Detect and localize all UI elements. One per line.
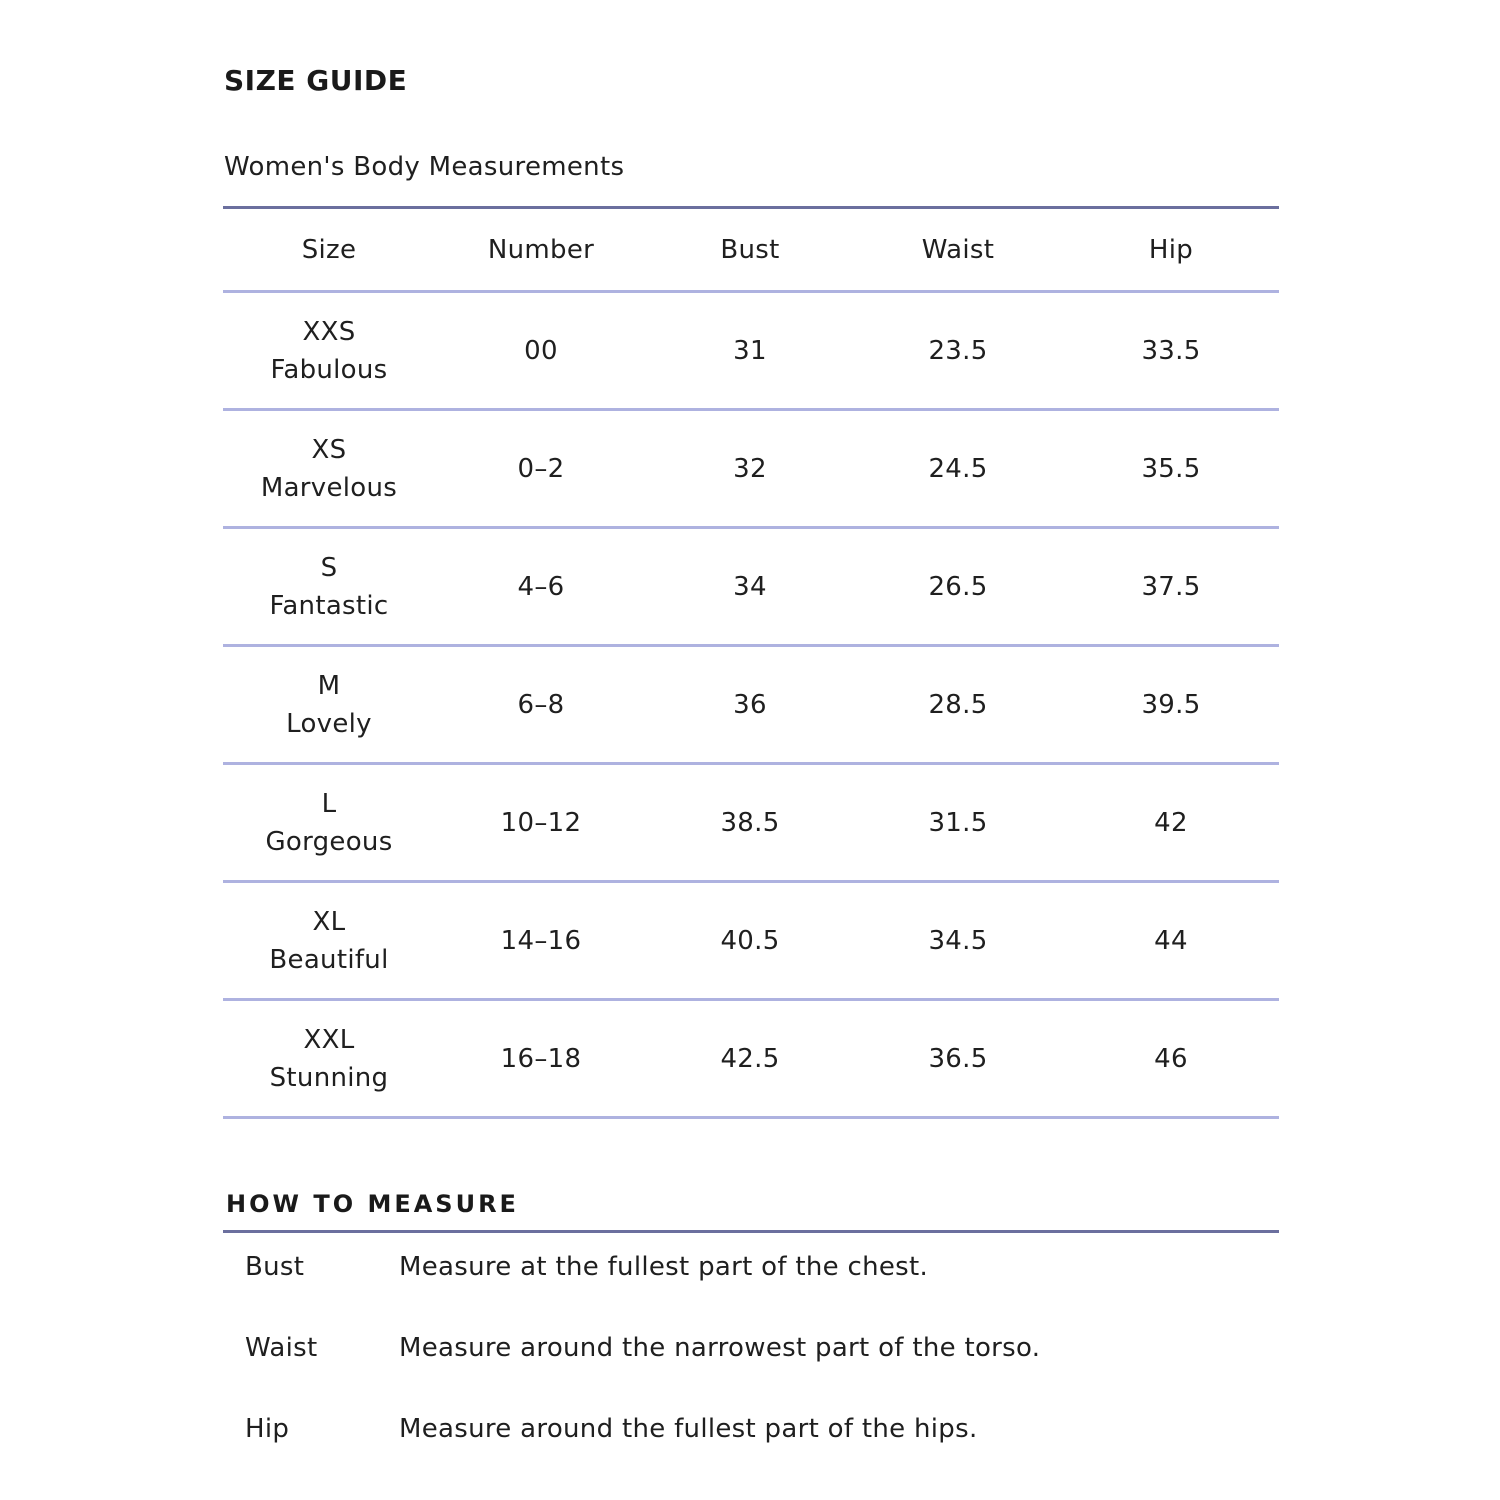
header-size: Size [301,234,357,265]
number-cell: 4–6 [517,571,565,602]
table-row [223,1000,1279,1118]
size-name: Gorgeous [265,826,393,857]
size-cell [223,410,435,528]
size-cell [223,646,435,764]
hip-cell: 37.5 [1141,571,1201,602]
number-cell: 6–8 [517,689,565,720]
table-row [223,410,1279,528]
number-cell: 16–18 [500,1043,582,1074]
waist-cell: 23.5 [928,335,988,366]
measure-term: Bust [245,1252,305,1282]
size-cell [223,764,435,882]
bust-cell: 40.5 [720,925,780,956]
size-cell [223,528,435,646]
measure-description: Measure around the fullest part of the hips. [399,1414,978,1444]
size-name: Lovely [286,708,372,739]
bust-cell: 32 [733,453,767,484]
table-row [223,646,1279,764]
table-header-row [223,208,1279,292]
size-name: Fabulous [270,354,388,385]
how-to-measure-heading: HOW TO MEASURE [226,1190,519,1218]
hip-cell: 35.5 [1141,453,1201,484]
table-caption: Women's Body Measurements [224,152,625,182]
table-row [223,292,1279,410]
hip-cell: 39.5 [1141,689,1201,720]
header-bust: Bust [720,234,780,265]
bust-cell: 38.5 [720,807,780,838]
size-name: Stunning [269,1062,389,1093]
header-hip: Hip [1148,234,1194,265]
number-cell: 14–16 [500,925,582,956]
size-table [223,206,1279,1119]
table-row [223,764,1279,882]
measure-description: Measure around the narrowest part of the torso. [399,1333,1041,1363]
size-name: Beautiful [269,944,389,975]
waist-cell: 24.5 [928,453,988,484]
waist-cell: 28.5 [928,689,988,720]
hip-cell: 46 [1154,1043,1188,1074]
section-divider [223,1230,1279,1233]
hip-cell: 33.5 [1141,335,1201,366]
header-number: Number [487,234,595,265]
table-row [223,882,1279,1000]
how-to-measure-list [245,1252,1245,1495]
list-item [245,1252,1245,1333]
size-code: L [321,788,337,819]
size-name: Marvelous [260,472,398,503]
waist-cell: 36.5 [928,1043,988,1074]
hip-cell: 44 [1154,925,1188,956]
size-cell [223,1000,435,1118]
measure-description: Measure at the fullest part of the chest. [399,1252,929,1282]
bust-cell: 31 [733,335,767,366]
size-code: S [320,552,338,583]
size-cell [223,882,435,1000]
bust-cell: 36 [733,689,767,720]
waist-cell: 31.5 [928,807,988,838]
bust-cell: 42.5 [720,1043,780,1074]
size-code: XL [312,906,346,937]
size-code: XXS [302,316,356,347]
header-waist: Waist [921,234,995,265]
number-cell: 10–12 [500,807,582,838]
size-code: XXL [303,1024,355,1055]
number-cell: 00 [524,335,558,366]
size-name: Fantastic [269,590,389,621]
list-item [245,1333,1245,1414]
waist-cell: 34.5 [928,925,988,956]
waist-cell: 26.5 [928,571,988,602]
hip-cell: 42 [1154,807,1188,838]
bust-cell: 34 [733,571,767,602]
size-code: XS [311,434,347,465]
page-title: SIZE GUIDE [224,64,408,97]
table-row [223,528,1279,646]
number-cell: 0–2 [517,453,565,484]
measure-term: Waist [245,1333,318,1363]
measure-term: Hip [245,1414,290,1444]
size-code: M [317,670,341,701]
list-item [245,1414,1245,1495]
size-cell [223,292,435,410]
